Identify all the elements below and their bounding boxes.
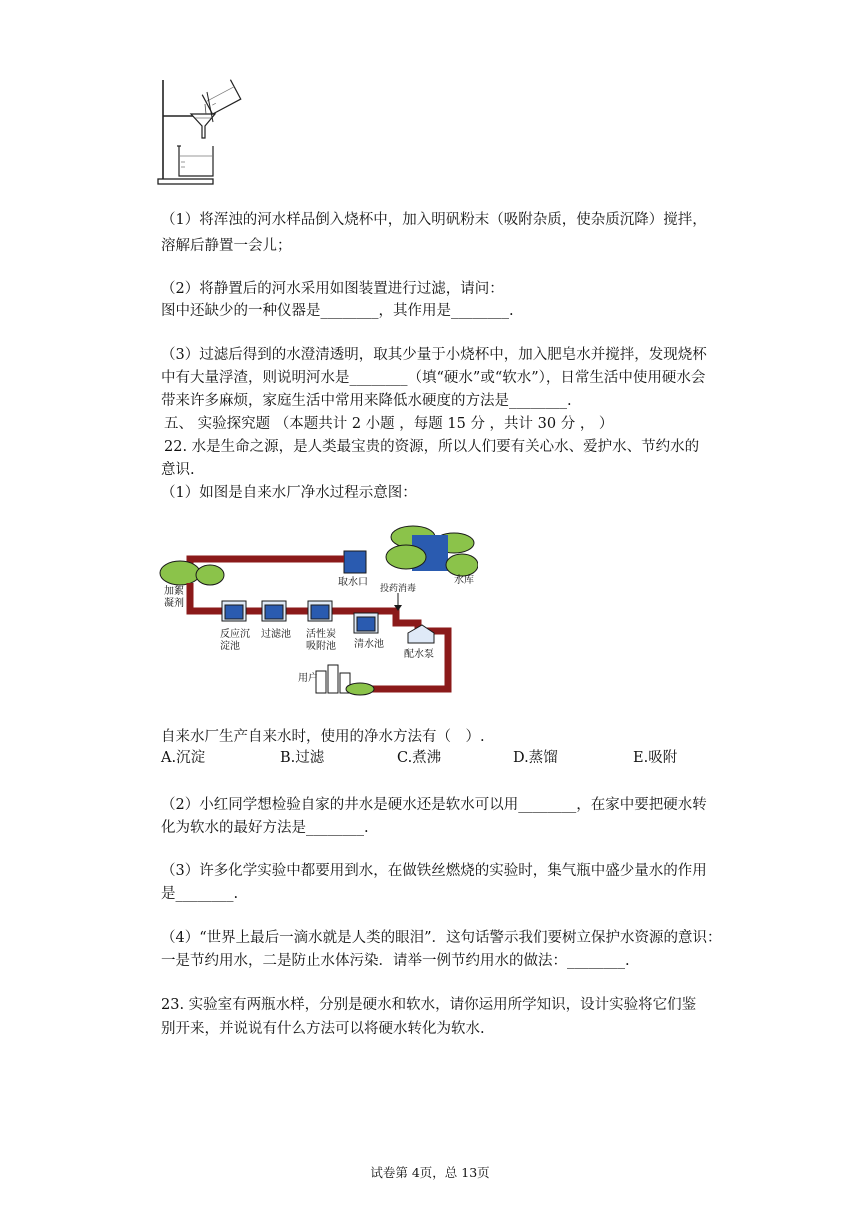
label-carbon-2: 吸附池	[306, 641, 336, 652]
water-treatment-diagram	[158, 525, 478, 703]
option-a: A.沉淀	[161, 750, 206, 766]
q21-part3-line3: 带来许多麻烦，家庭生活中常用来降低水硬度的方法是________.	[161, 393, 572, 409]
option-b: B.过滤	[280, 750, 325, 766]
q22-part3-line2: 是________.	[161, 886, 239, 902]
label-user: 用户	[298, 673, 318, 684]
q22-part2-line2: 化为软水的最好方法是________.	[161, 820, 369, 836]
q22-stem-line1: 22. 水是生命之源，是人类最宝贵的资源，所以人们要有关心水、爱护水、节约水的	[164, 439, 700, 455]
q22-part2-line1: （2）小红同学想检验自家的井水是硬水还是软水可以用________，在家中要把硬水转	[161, 797, 707, 813]
section-5-heading: 五、 实验探究题 （本题共计 2 小题 ，每题 15 分 ，共计 30 分 ， ）	[164, 416, 614, 432]
label-reservoir: 水库	[454, 575, 474, 586]
q21-part3-line1: （3）过滤后得到的水澄清透明，取其少量于小烧杯中，加入肥皂水并搅拌，发现烧杯	[161, 347, 707, 363]
q23-line1: 23. 实验室有两瓶水样，分别是硬水和软水，请你运用所学知识，设计实验将它们鉴	[161, 997, 697, 1013]
option-d: D.蒸馏	[513, 750, 558, 766]
label-coagulant-2: 凝剂	[164, 598, 184, 609]
q22-part4-line2: 一是节约用水，二是防止水体污染．请举一例节约用水的做法：________.	[161, 953, 630, 969]
label-clear-tank: 清水池	[354, 639, 384, 650]
page-footer: 试卷第 4页，总 13页	[370, 1165, 490, 1180]
q21-part1-line2: 溶解后静置一会儿；	[161, 238, 292, 254]
q23-line2: 别开来，并说说有什么方法可以将硬水转化为软水.	[161, 1021, 485, 1037]
label-intake: 取水口	[338, 577, 368, 588]
option-c: C.煮沸	[397, 750, 442, 766]
q21-part3-line2: 中有大量浮渣，则说明河水是________（填“硬水”或“软水”），日常生活中使用硬水会	[161, 370, 706, 386]
filtration-apparatus-figure	[155, 78, 245, 188]
label-settle-2: 淀池	[220, 641, 240, 652]
q22-stem-line2: 意识.	[161, 462, 195, 478]
q22-part3-line1: （3）许多化学实验中都要用到水，在做铁丝燃烧的实验时，集气瓶中盛少量水的作用	[161, 863, 707, 879]
q22-part1-question: 自来水厂生产自来水时，使用的净水方法有（ ）.	[161, 729, 485, 745]
option-e: E.吸附	[633, 750, 678, 766]
q21-part2-line1: （2）将静置后的河水采用如图装置进行过滤，请问：	[161, 281, 504, 297]
label-pump: 配水泵	[404, 649, 434, 660]
q21-part1-line1: （1）将浑浊的河水样品倒入烧杯中，加入明矾粉末（吸附杂质，使杂质沉降）搅拌，	[161, 212, 707, 228]
q21-part2-line2: 图中还缺少的一种仪器是________，其作用是________.	[161, 303, 514, 319]
label-settle-1: 反应沉	[220, 629, 250, 640]
label-carbon-1: 活性炭	[306, 629, 336, 640]
label-disinfect: 投药消毒	[380, 584, 417, 594]
q22-part1-intro: （1）如图是自来水厂净水过程示意图：	[161, 485, 417, 501]
label-filter: 过滤池	[261, 629, 291, 640]
q22-part4-line1: （4）“世界上最后一滴水就是人类的眼泪”．这句话警示我们要树立保护水资源的意识：	[161, 930, 722, 946]
label-coagulant-1: 加絮	[164, 586, 184, 597]
